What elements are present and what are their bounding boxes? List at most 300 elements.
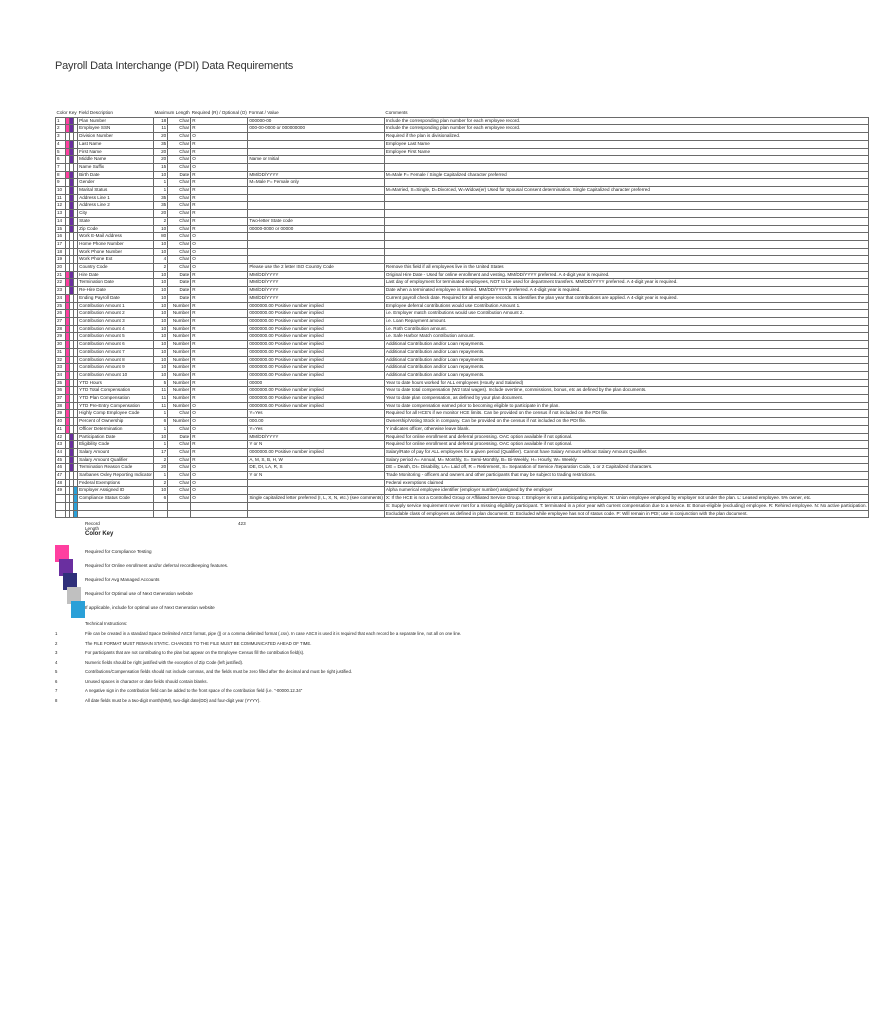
- field-description: Gender: [78, 179, 154, 187]
- required-flag: O: [191, 156, 248, 164]
- record-length-label: Record Length: [85, 521, 100, 531]
- max-length: 10: [153, 325, 167, 333]
- instruction-number: 6: [55, 678, 58, 684]
- field-description: Work Phone Ext: [78, 256, 154, 264]
- table-row: [56, 341, 869, 349]
- field-description: Work Phone Number: [78, 248, 154, 256]
- table-row: [56, 210, 869, 218]
- required-flag: O: [191, 472, 248, 480]
- data-type: Char: [168, 248, 191, 256]
- max-length: 10: [153, 433, 167, 441]
- comments: [384, 210, 868, 218]
- max-length: 35: [153, 194, 167, 202]
- comments: [384, 194, 868, 202]
- required-flag: R: [191, 356, 248, 364]
- comments: Employee deferral contributions would use Contribution Amount 1.: [384, 302, 868, 310]
- row-number: 10: [56, 187, 66, 195]
- required-flag: [191, 502, 248, 510]
- max-length: 11: [153, 387, 167, 395]
- max-length: 35: [153, 202, 167, 210]
- row-number: 17: [56, 240, 66, 248]
- comments: X: If the HCE is not a Controlled Group or Affiliated Service Group. I: Employer is not a participating employer. N: Union employee employed by employer not under the plan. L: Leased employee. 5% owner, etc.: [384, 495, 868, 503]
- required-flag: R: [191, 333, 248, 341]
- table-row: [56, 479, 869, 487]
- field-description: Employer Assigned ID: [78, 487, 154, 495]
- row-number: 37: [56, 395, 66, 403]
- instruction-text: A negative sign in the contribution field can be added to the front space of the contribution field (i.e. "-00000.12.34": [85, 688, 303, 693]
- format-value: [248, 163, 385, 171]
- row-number: 48: [56, 479, 66, 487]
- comments: i.e. Loan Repayment amount.: [384, 317, 868, 325]
- color-key-label: Required for Optimal use of Next Generation website: [85, 591, 193, 596]
- required-flag: O: [191, 133, 248, 141]
- row-number: [56, 502, 66, 510]
- field-description: Re-Hire Date: [78, 287, 154, 295]
- row-number: 5: [56, 148, 66, 156]
- table-row: [56, 264, 869, 272]
- data-type: Number: [168, 379, 191, 387]
- instruction-number: 2: [55, 640, 58, 646]
- data-type: Char: [168, 148, 191, 156]
- table-row: [56, 472, 869, 480]
- table-row: [56, 448, 869, 456]
- comments: [384, 225, 868, 233]
- max-length: 17: [153, 448, 167, 456]
- table-row: [56, 217, 869, 225]
- field-description: Termination Reason Code: [78, 464, 154, 472]
- format-value: [248, 510, 385, 518]
- required-flag: R: [191, 387, 248, 395]
- data-type: Number: [168, 387, 191, 395]
- data-type: Number: [168, 341, 191, 349]
- field-description: Division Number: [78, 133, 154, 141]
- row-number: 39: [56, 410, 66, 418]
- max-length: 15: [153, 163, 167, 171]
- required-flag: R: [191, 194, 248, 202]
- format-value: 00000-0000 or 00000: [248, 225, 385, 233]
- format-value: 000-00-0000 or 000000000: [248, 125, 385, 133]
- field-description: [78, 510, 154, 518]
- row-number: 38: [56, 402, 66, 410]
- field-description: Compliance Status Code: [78, 495, 154, 503]
- data-type: Char: [168, 233, 191, 241]
- field-description: Contribution Amount 8: [78, 356, 154, 364]
- data-type: Number: [168, 333, 191, 341]
- format-value: [248, 210, 385, 218]
- row-number: 13: [56, 210, 66, 218]
- table-header-row: [56, 110, 869, 117]
- comments: i.e. Roth Contribution amount.: [384, 325, 868, 333]
- field-description: Address Line 2: [78, 202, 154, 210]
- row-number: 1: [56, 117, 66, 125]
- required-flag: R: [191, 279, 248, 287]
- data-type: Number: [168, 364, 191, 372]
- required-flag: R: [191, 348, 248, 356]
- field-description: Officer Determination: [78, 425, 154, 433]
- data-type: Char: [168, 163, 191, 171]
- required-flag: R: [191, 310, 248, 318]
- field-description: Ending Payroll Date: [78, 294, 154, 302]
- row-number: 26: [56, 310, 66, 318]
- format-value: 0000000.00 Positive number implied: [248, 356, 385, 364]
- format-value: 0000000.00 Positive number implied: [248, 402, 385, 410]
- max-length: 10: [153, 279, 167, 287]
- required-flag: R: [191, 371, 248, 379]
- max-length: 5: [153, 379, 167, 387]
- data-type: Char: [168, 448, 191, 456]
- data-type: Char: [168, 133, 191, 141]
- field-description: Contribution Amount 6: [78, 341, 154, 349]
- row-number: 29: [56, 333, 66, 341]
- required-flag: R: [191, 125, 248, 133]
- max-length: 1: [153, 441, 167, 449]
- row-number: 45: [56, 456, 66, 464]
- required-flag: R: [191, 317, 248, 325]
- format-value: [248, 202, 385, 210]
- data-type: Date: [168, 287, 191, 295]
- max-length: 1: [153, 187, 167, 195]
- format-value: M=Male F= Female only: [248, 179, 385, 187]
- field-description: YTD Plan Compensation: [78, 395, 154, 403]
- data-type: Char: [168, 140, 191, 148]
- row-number: 36: [56, 387, 66, 395]
- row-number: 22: [56, 279, 66, 287]
- format-value: 0000000.00 Positive number implied: [248, 348, 385, 356]
- comments: Year to date hours worked for ALL employees (Hourly and Salaried): [384, 379, 868, 387]
- field-description: YTD Hours: [78, 379, 154, 387]
- required-flag: R: [191, 148, 248, 156]
- data-type: Char: [168, 410, 191, 418]
- comments: Alpha numerical employee identifier (employer number) assigned by the employer: [384, 487, 868, 495]
- table-row: [56, 117, 869, 125]
- comments: [384, 202, 868, 210]
- required-flag: [191, 510, 248, 518]
- table-row: [56, 402, 869, 410]
- required-flag: O: [191, 163, 248, 171]
- required-flag: O: [191, 410, 248, 418]
- data-type: Char: [168, 179, 191, 187]
- table-row: [56, 171, 869, 179]
- format-value: 0000000.00 Positive number implied: [248, 325, 385, 333]
- max-length: 1: [153, 425, 167, 433]
- row-number: 35: [56, 379, 66, 387]
- row-number: 7: [56, 163, 66, 171]
- comments: [384, 156, 868, 164]
- format-value: Two-letter State code: [248, 217, 385, 225]
- data-type: Char: [168, 464, 191, 472]
- table-row: [56, 202, 869, 210]
- required-flag: O: [191, 479, 248, 487]
- format-value: MM/DD/YYYY: [248, 279, 385, 287]
- max-length: 10: [153, 310, 167, 318]
- instruction-number: 5: [55, 669, 58, 674]
- instruction-text: Contributions/Compensation fields should not include commas, and the fields must be zero filled after the decimal and must be right justified.: [85, 669, 353, 674]
- table-row: [56, 410, 869, 418]
- max-length: 20: [153, 133, 167, 141]
- required-flag: O: [191, 240, 248, 248]
- field-description: Termination Date: [78, 279, 154, 287]
- format-value: 0000000.00 Positive number implied: [248, 448, 385, 456]
- instruction-number: 7: [55, 688, 58, 693]
- field-description: Contribution Amount 5: [78, 333, 154, 341]
- required-flag: O: [191, 248, 248, 256]
- format-value: DE, DI, LA, R, S: [248, 464, 385, 472]
- field-description: Sarbanes Oxley Reporting Indicator: [78, 472, 154, 480]
- format-value: Please use the 2 letter ISO Country Code: [248, 264, 385, 272]
- table-row: [56, 433, 869, 441]
- row-number: 3: [56, 133, 66, 141]
- table-row: [56, 294, 869, 302]
- format-value: A, M, S, B, H, W: [248, 456, 385, 464]
- field-description: Zip Code: [78, 225, 154, 233]
- format-value: MM/DD/YYYY: [248, 171, 385, 179]
- format-value: Y or N: [248, 472, 385, 480]
- format-value: [248, 187, 385, 195]
- max-length: 1: [153, 472, 167, 480]
- row-number: 16: [56, 233, 66, 241]
- comments: Include the corresponding plan number for each employee record.: [384, 125, 868, 133]
- max-length: 2: [153, 264, 167, 272]
- format-value: [248, 133, 385, 141]
- row-number: 18: [56, 248, 66, 256]
- field-description: Salary Amount Qualifier: [78, 456, 154, 464]
- table-row: [56, 310, 869, 318]
- instruction-text: Numeric fields should be right justified with the exception of Zip Code (left justified).: [85, 659, 244, 665]
- comments: Original Hire Date - Used for online enrollment and vesting. MM/DD/YYYY preferred. A 4-digit year is required.: [384, 271, 868, 279]
- instruction-text: File can be created in a standard Space Delimited ASCII format, pipe (|) or a comma delimited format (.csv). In case ASCII is used it is required that each record be a separate line, not all on one line.: [85, 631, 462, 636]
- required-flag: R: [191, 441, 248, 449]
- format-value: MM/DD/YYYY: [248, 271, 385, 279]
- instruction-number: 3: [55, 650, 58, 655]
- field-description: YTD Pre-Entry Compensation: [78, 402, 154, 410]
- max-length: 1: [153, 410, 167, 418]
- data-type: Char: [168, 210, 191, 218]
- max-length: 35: [153, 140, 167, 148]
- max-length: 10: [153, 356, 167, 364]
- comments: M=Married, S=Single, D=Divorced, W=Widow(er) Used for Spousal Consent determination. Single Capitalized character preferred: [384, 187, 868, 195]
- table-row: [56, 333, 869, 341]
- required-flag: R: [191, 456, 248, 464]
- instruction-text: The FILE FORMAT MUST REMAIN STATIC. CHANGES TO THE FILE MUST BE COMMUNICATED AHEAD OF TIME.: [85, 640, 312, 646]
- required-flag: R: [191, 341, 248, 349]
- table-row: [56, 163, 869, 171]
- comments: Additional Contribution and/or Loan repayments.: [384, 348, 868, 356]
- row-number: 21: [56, 271, 66, 279]
- required-flag: O: [191, 418, 248, 426]
- field-description: Contribution Amount 1: [78, 302, 154, 310]
- max-length: 6: [153, 495, 167, 503]
- comments: Year to date compensation earned prior to becoming eligible to participate in the plan.: [384, 402, 868, 410]
- format-value: 0000000.00 Positive number implied: [248, 302, 385, 310]
- row-number: 24: [56, 294, 66, 302]
- comments: Additional Contribution and/or Loan repayments.: [384, 356, 868, 364]
- table-row: [56, 487, 869, 495]
- header-required: Required (R) / Optional (O): [191, 110, 248, 117]
- format-value: MM/DD/YYYY: [248, 287, 385, 295]
- comments: Salary period A= Annual, M= Monthly, S= Semi-Monthly, B= Bi-Weekly, H= Hourly, W= Weekly: [384, 456, 868, 464]
- table-row: [56, 510, 869, 518]
- table-row: [56, 325, 869, 333]
- page-title: Payroll Data Interchange (PDI) Data Requirements: [55, 60, 294, 72]
- comments: Additional Contribution and/or Loan repayments.: [384, 371, 868, 379]
- format-value: 0000000.00 Positive number implied: [248, 364, 385, 372]
- table-row: [56, 495, 869, 503]
- max-length: 10: [153, 240, 167, 248]
- data-type: Number: [168, 302, 191, 310]
- comments: Year to date total compensation (W2 total wages). Include overtime, commissions, bonus, etc as defined by the plan documents.: [384, 387, 868, 395]
- format-value: [248, 502, 385, 510]
- required-flag: R: [191, 364, 248, 372]
- data-type: Char: [168, 472, 191, 480]
- required-flag: R: [191, 379, 248, 387]
- color-key-label: Required for Online enrollment and/or deferral recordkeeping features.: [85, 563, 229, 568]
- field-description: Hire Date: [78, 271, 154, 279]
- required-flag: O: [191, 495, 248, 503]
- data-type: Char: [168, 487, 191, 495]
- table-row: [56, 356, 869, 364]
- table-row: [56, 371, 869, 379]
- data-type: Date: [168, 271, 191, 279]
- required-flag: R: [191, 117, 248, 125]
- required-flag: R: [191, 433, 248, 441]
- field-description: Home Phone Number: [78, 240, 154, 248]
- field-description: Contribution Amount 10: [78, 371, 154, 379]
- required-flag: O: [191, 425, 248, 433]
- required-flag: O: [191, 256, 248, 264]
- field-description: Contribution Amount 7: [78, 348, 154, 356]
- record-length-value: 423: [238, 521, 246, 526]
- format-value: 0000000.00 Positive number implied: [248, 371, 385, 379]
- required-flag: O: [191, 264, 248, 272]
- color-key-label: Required for Compliance Testing: [85, 549, 152, 554]
- format-value: 000000-00: [248, 117, 385, 125]
- field-description: Contribution Amount 2: [78, 310, 154, 318]
- comments: Additional Contribution and/or Loan repayments.: [384, 364, 868, 372]
- max-length: 10: [153, 271, 167, 279]
- data-type: Number: [168, 402, 191, 410]
- field-description: Eligibility Code: [78, 441, 154, 449]
- row-number: 44: [56, 448, 66, 456]
- field-description: Percent of Ownership: [78, 418, 154, 426]
- instruction-number: 8: [55, 697, 58, 703]
- comments: [384, 179, 868, 187]
- max-length: 11: [153, 395, 167, 403]
- max-length: 2: [153, 456, 167, 464]
- data-type: Char: [168, 264, 191, 272]
- max-length: 10: [153, 364, 167, 372]
- table-row: [56, 441, 869, 449]
- max-length: 18: [153, 117, 167, 125]
- format-value: Y or N: [248, 441, 385, 449]
- field-description: Contribution Amount 4: [78, 325, 154, 333]
- max-length: 10: [153, 348, 167, 356]
- data-type: Number: [168, 317, 191, 325]
- field-description: Federal Exemptions: [78, 479, 154, 487]
- field-description: Contribution Amount 9: [78, 364, 154, 372]
- color-key-label: If applicable, include for optimal use of Next Generation website: [85, 605, 215, 610]
- field-description: Last Name: [78, 140, 154, 148]
- row-number: 33: [56, 364, 66, 372]
- table-row: [56, 194, 869, 202]
- row-number: 40: [56, 418, 66, 426]
- header-value: Format / Value: [248, 110, 385, 117]
- required-flag: R: [191, 325, 248, 333]
- comments: Required for all HCE's if we monitor HCE limits. Can be provided on the census if not included on the PDI file.: [384, 410, 868, 418]
- max-length: 11: [153, 402, 167, 410]
- required-flag: O: [191, 233, 248, 241]
- row-number: 27: [56, 317, 66, 325]
- max-length: 80: [153, 233, 167, 241]
- required-flag: O: [191, 402, 248, 410]
- format-value: 0000000.00 Positive number implied: [248, 341, 385, 349]
- instruction-number: 4: [55, 659, 58, 665]
- format-value: MM/DD/YYYY: [248, 433, 385, 441]
- format-value: [248, 194, 385, 202]
- format-value: 00000: [248, 379, 385, 387]
- data-type: Char: [168, 441, 191, 449]
- comments: Current payroll check date. Required for all employee records. Is identifies the plan year that contributions are applied. A 4-digit year is required.: [384, 294, 868, 302]
- data-type: Date: [168, 433, 191, 441]
- row-number: 34: [56, 371, 66, 379]
- field-description: [78, 502, 154, 510]
- required-flag: R: [191, 271, 248, 279]
- max-length: 2: [153, 217, 167, 225]
- row-number: 19: [56, 256, 66, 264]
- required-flag: R: [191, 395, 248, 403]
- comments: [384, 256, 868, 264]
- instruction-text: For participants that are not contributing to the plan but appear on the Employee Census fill the contribution field(s).: [85, 650, 305, 655]
- row-number: 47: [56, 472, 66, 480]
- comments: Year to date plan compensation, as defined by your plan document.: [384, 395, 868, 403]
- row-number: [56, 510, 66, 518]
- comments: Last day of employment for terminated employees, NOT to be used for department transfers. MM/DD/YYYY preferred. A 4-digit year is required.: [384, 279, 868, 287]
- table-row: [56, 148, 869, 156]
- format-value: [248, 479, 385, 487]
- required-flag: R: [191, 287, 248, 295]
- max-length: 10: [153, 371, 167, 379]
- instruction-text: All date fields must be a two-digit month(MM), two-digit date(DD) and four-digit year (YYYY).: [85, 697, 261, 703]
- data-type: Char: [168, 495, 191, 503]
- data-type: Char: [168, 479, 191, 487]
- max-length: 10: [153, 333, 167, 341]
- format-value: [248, 140, 385, 148]
- instruction-text: Unused spaces in character or date fields should contain blanks.: [85, 678, 208, 684]
- max-length: 11: [153, 125, 167, 133]
- row-number: 4: [56, 140, 66, 148]
- field-description: Plan Number: [78, 117, 154, 125]
- field-description: Highly Comp Employee Code: [78, 410, 154, 418]
- table-row: [56, 502, 869, 510]
- comments: Y indicates officer, otherwise leave blank.: [384, 425, 868, 433]
- required-flag: R: [191, 294, 248, 302]
- max-length: [153, 510, 167, 518]
- comments: Required for online enrollment and deferral processing. OAC option available if not optional.: [384, 441, 868, 449]
- comments: Excludable class of employees as defined in plan document. D: Excluded while employee has not of status code. P: Will remain in PDI; use in conjunction with the plan document.: [384, 510, 868, 518]
- row-number: 15: [56, 225, 66, 233]
- table-row: [56, 125, 869, 133]
- table-row: [56, 387, 869, 395]
- requirements-table: [55, 110, 869, 518]
- data-type: Number: [168, 395, 191, 403]
- comments: Federal exemptions claimed: [384, 479, 868, 487]
- max-length: 2: [153, 479, 167, 487]
- max-length: 20: [153, 156, 167, 164]
- required-flag: R: [191, 210, 248, 218]
- comments: Date when a terminated employee is rehired. MM/DD/YYYY preferred. A 4-digit year is required.: [384, 287, 868, 295]
- max-length: 10: [153, 341, 167, 349]
- data-type: Char: [168, 225, 191, 233]
- comments: i.e. Safe Harbor Match contribution amount.: [384, 333, 868, 341]
